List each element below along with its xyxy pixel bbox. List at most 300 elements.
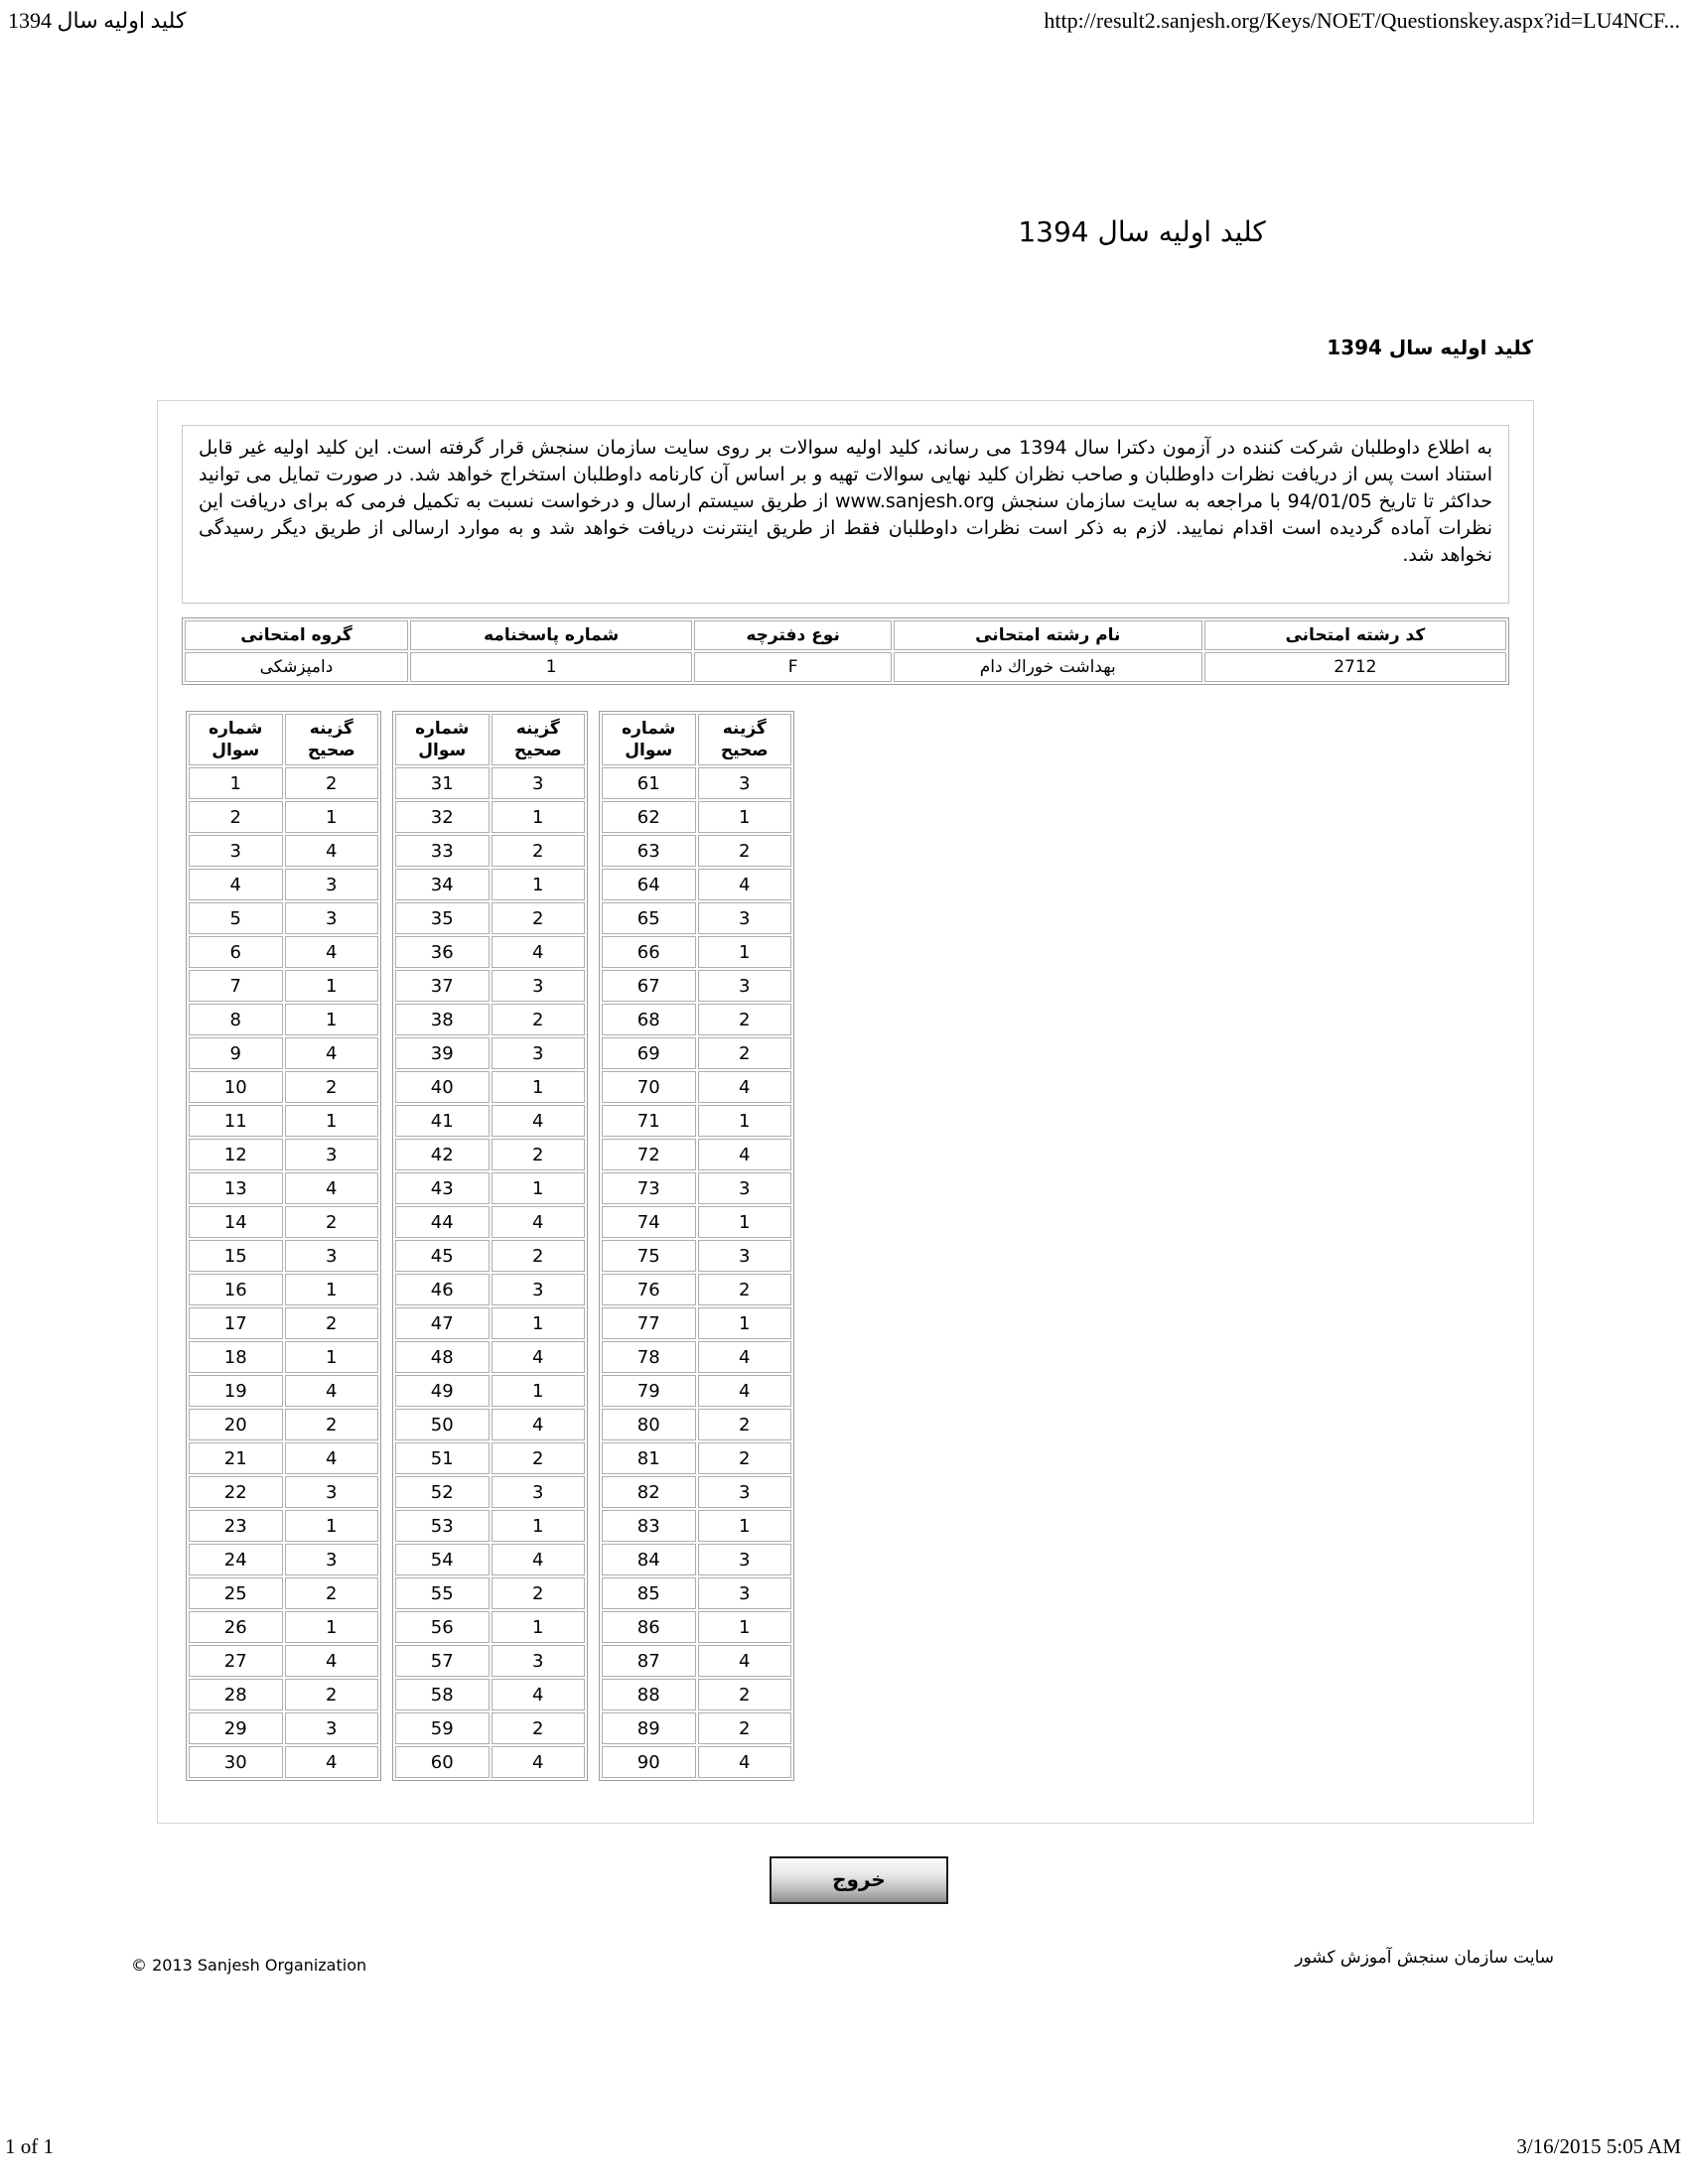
correct-option: 4 bbox=[698, 1375, 792, 1407]
answer-row bbox=[395, 1577, 585, 1609]
question-number: 80 bbox=[602, 1409, 696, 1440]
answer-row bbox=[395, 801, 585, 833]
answer-row bbox=[602, 1307, 791, 1339]
question-number: 18 bbox=[189, 1341, 283, 1373]
question-number: 17 bbox=[189, 1307, 283, 1339]
correct-option: 1 bbox=[698, 1105, 792, 1137]
correct-option: 1 bbox=[492, 869, 586, 900]
question-number: 83 bbox=[602, 1510, 696, 1542]
question-number: 86 bbox=[602, 1611, 696, 1643]
answer-row bbox=[189, 1544, 378, 1575]
correct-option: 1 bbox=[285, 970, 379, 1002]
correct-option: 3 bbox=[698, 970, 792, 1002]
answer-row bbox=[602, 1240, 791, 1272]
answer-row bbox=[395, 1476, 585, 1508]
question-number: 36 bbox=[395, 936, 490, 968]
question-number: 22 bbox=[189, 1476, 283, 1508]
answer-row bbox=[395, 767, 585, 799]
answer-row bbox=[189, 1712, 378, 1744]
question-number: 49 bbox=[395, 1375, 490, 1407]
correct-option: 2 bbox=[492, 1442, 586, 1474]
correct-option: 1 bbox=[285, 1611, 379, 1643]
answer-row bbox=[602, 1442, 791, 1474]
question-number: 20 bbox=[189, 1409, 283, 1440]
answer-row bbox=[395, 1240, 585, 1272]
correct-option: 1 bbox=[285, 1510, 379, 1542]
question-number: 10 bbox=[189, 1071, 283, 1103]
answer-row bbox=[395, 970, 585, 1002]
question-number: 24 bbox=[189, 1544, 283, 1575]
answer-row bbox=[395, 1442, 585, 1474]
question-number-header: شماره سوال bbox=[602, 714, 696, 765]
print-header-title: کلید اولیه سال 1394 bbox=[8, 8, 187, 33]
question-number: 66 bbox=[602, 936, 696, 968]
correct-option: 4 bbox=[492, 1341, 586, 1373]
answer-row bbox=[602, 1679, 791, 1710]
answer-row bbox=[395, 936, 585, 968]
answer-row bbox=[189, 1206, 378, 1238]
question-number: 31 bbox=[395, 767, 490, 799]
question-number: 71 bbox=[602, 1105, 696, 1137]
correct-option: 3 bbox=[698, 767, 792, 799]
answer-row bbox=[395, 1037, 585, 1069]
correct-option: 2 bbox=[698, 1409, 792, 1440]
question-number: 77 bbox=[602, 1307, 696, 1339]
question-number: 33 bbox=[395, 835, 490, 867]
correct-option: 4 bbox=[492, 1409, 586, 1440]
page-title: کلید اولیه سال 1394 bbox=[1018, 215, 1266, 248]
answer-row bbox=[395, 1645, 585, 1677]
answer-row bbox=[189, 1679, 378, 1710]
answer-row bbox=[395, 835, 585, 867]
question-number: 27 bbox=[189, 1645, 283, 1677]
exam-info-table bbox=[182, 617, 1509, 685]
correct-option: 2 bbox=[492, 1139, 586, 1170]
question-number: 53 bbox=[395, 1510, 490, 1542]
section-title: کلید اولیه سال 1394 bbox=[1327, 336, 1533, 359]
correct-option: 1 bbox=[492, 1510, 586, 1542]
exam-info-col-booklet-type: نوع دفترچه bbox=[694, 620, 891, 650]
correct-option: 4 bbox=[698, 1746, 792, 1778]
correct-option: 3 bbox=[492, 970, 586, 1002]
exam-info-val-answersheet-no: 1 bbox=[410, 652, 692, 682]
correct-option: 3 bbox=[698, 1172, 792, 1204]
correct-option: 2 bbox=[698, 835, 792, 867]
question-number: 73 bbox=[602, 1172, 696, 1204]
answer-row bbox=[189, 869, 378, 900]
answer-row bbox=[189, 1341, 378, 1373]
answer-row bbox=[602, 869, 791, 900]
question-number: 75 bbox=[602, 1240, 696, 1272]
answer-row bbox=[602, 970, 791, 1002]
question-number: 19 bbox=[189, 1375, 283, 1407]
answer-row bbox=[602, 1172, 791, 1204]
exam-info-val-exam-code: 2712 bbox=[1204, 652, 1506, 682]
correct-option: 4 bbox=[698, 1341, 792, 1373]
question-number: 55 bbox=[395, 1577, 490, 1609]
correct-option: 1 bbox=[492, 1611, 586, 1643]
question-number: 41 bbox=[395, 1105, 490, 1137]
correct-option: 3 bbox=[492, 1476, 586, 1508]
question-number: 15 bbox=[189, 1240, 283, 1272]
answer-row bbox=[395, 1611, 585, 1643]
question-number: 69 bbox=[602, 1037, 696, 1069]
question-number: 26 bbox=[189, 1611, 283, 1643]
content-panel bbox=[157, 400, 1534, 1824]
correct-option: 1 bbox=[285, 1004, 379, 1035]
notice-box: به اطلاع داوطلبان شرکت کننده در آزمون دکترا سال 1394 می رساند، کلید اولیه سوالات بر روی سایت سازمان سنجش قرار گرفته است. این کلید اولیه غیر قابل استناد است پس از دریافت نظرات داوطلبان و صاحب نظران کلید نهایی سوالات تهیه و بر اساس آن کارنامه داوطلبان استخراج خواهد شد. در صورت تمایل می توانید حداکثر تا تاریخ 94/01/05 با مراجعه به سایت سازمان سنجش www.sanjesh.org از طریق سیستم ارسال و درخواست نسبت به تکمیل فرمی که برای دریافت این نظرات آماده گردیده است اقدام نمایید. لازم به ذکر است نظرات داوطلبان فقط از طریق اینترنت دریافت خواهد شد و به موارد ارسالی از طریق دیگر رسیدگی نخواهد شد. bbox=[182, 425, 1509, 604]
question-number: 29 bbox=[189, 1712, 283, 1744]
question-number: 59 bbox=[395, 1712, 490, 1744]
answer-row bbox=[395, 1375, 585, 1407]
correct-option: 2 bbox=[285, 1409, 379, 1440]
answer-row bbox=[189, 1611, 378, 1643]
answer-row bbox=[189, 1037, 378, 1069]
question-number: 63 bbox=[602, 835, 696, 867]
correct-option: 2 bbox=[492, 1712, 586, 1744]
answer-row bbox=[189, 835, 378, 867]
answer-key-table-61 bbox=[599, 711, 794, 1781]
correct-option: 2 bbox=[698, 1037, 792, 1069]
question-number: 44 bbox=[395, 1206, 490, 1238]
answer-row bbox=[602, 1611, 791, 1643]
answer-row bbox=[189, 1746, 378, 1778]
correct-option-header: گزینه صحیح bbox=[492, 714, 586, 765]
correct-option: 1 bbox=[492, 801, 586, 833]
correct-option: 4 bbox=[285, 936, 379, 968]
question-number: 30 bbox=[189, 1746, 283, 1778]
answer-row bbox=[602, 936, 791, 968]
correct-option: 2 bbox=[698, 1274, 792, 1305]
footer-site-name: سایت سازمان سنجش آموزش کشور bbox=[1295, 1948, 1554, 1968]
correct-option: 2 bbox=[698, 1679, 792, 1710]
question-number: 56 bbox=[395, 1611, 490, 1643]
correct-option: 4 bbox=[492, 1746, 586, 1778]
answer-row bbox=[395, 1544, 585, 1575]
question-number: 7 bbox=[189, 970, 283, 1002]
answer-key-table-1 bbox=[186, 711, 381, 1781]
question-number: 76 bbox=[602, 1274, 696, 1305]
answer-row bbox=[602, 1510, 791, 1542]
correct-option: 2 bbox=[492, 835, 586, 867]
answer-row bbox=[602, 801, 791, 833]
answer-row bbox=[189, 1375, 378, 1407]
answer-key-table-31 bbox=[392, 711, 588, 1781]
correct-option: 3 bbox=[285, 902, 379, 934]
question-number: 8 bbox=[189, 1004, 283, 1035]
question-number: 64 bbox=[602, 869, 696, 900]
correct-option: 3 bbox=[492, 1037, 586, 1069]
answer-row bbox=[189, 801, 378, 833]
correct-option: 1 bbox=[698, 1611, 792, 1643]
footer-copyright: © 2013 Sanjesh Organization bbox=[131, 1956, 367, 1975]
question-number: 89 bbox=[602, 1712, 696, 1744]
correct-option: 4 bbox=[698, 1645, 792, 1677]
correct-option: 2 bbox=[285, 1071, 379, 1103]
answer-row bbox=[189, 1240, 378, 1272]
answer-row bbox=[395, 902, 585, 934]
correct-option: 1 bbox=[492, 1071, 586, 1103]
correct-option: 4 bbox=[285, 835, 379, 867]
correct-option: 2 bbox=[492, 1240, 586, 1272]
correct-option: 3 bbox=[698, 1544, 792, 1575]
question-number: 28 bbox=[189, 1679, 283, 1710]
correct-option: 3 bbox=[698, 1476, 792, 1508]
question-number: 46 bbox=[395, 1274, 490, 1305]
correct-option: 1 bbox=[285, 1341, 379, 1373]
correct-option: 3 bbox=[698, 902, 792, 934]
answer-row bbox=[602, 1139, 791, 1170]
question-number: 1 bbox=[189, 767, 283, 799]
answer-row bbox=[395, 1510, 585, 1542]
answer-row bbox=[395, 1307, 585, 1339]
answer-row bbox=[602, 1375, 791, 1407]
answer-row bbox=[395, 1004, 585, 1035]
correct-option: 2 bbox=[492, 1004, 586, 1035]
correct-option: 2 bbox=[698, 1442, 792, 1474]
answer-row bbox=[395, 1274, 585, 1305]
exam-info-col-exam-group: گروه امتحانی bbox=[185, 620, 408, 650]
answer-row bbox=[189, 1645, 378, 1677]
correct-option: 4 bbox=[285, 1037, 379, 1069]
correct-option: 1 bbox=[698, 1510, 792, 1542]
print-footer-timestamp: 3/16/2015 5:05 AM bbox=[1516, 2134, 1681, 2158]
exam-info-header-row bbox=[185, 620, 1506, 650]
correct-option: 4 bbox=[492, 1206, 586, 1238]
correct-option: 1 bbox=[698, 936, 792, 968]
answer-key-header-row bbox=[602, 714, 791, 765]
correct-option: 3 bbox=[492, 1274, 586, 1305]
correct-option: 4 bbox=[285, 1442, 379, 1474]
answer-row bbox=[602, 1341, 791, 1373]
correct-option: 2 bbox=[492, 902, 586, 934]
question-number: 23 bbox=[189, 1510, 283, 1542]
answer-row bbox=[395, 1071, 585, 1103]
correct-option: 3 bbox=[285, 1476, 379, 1508]
exit-button[interactable]: خروج bbox=[770, 1856, 948, 1904]
correct-option: 4 bbox=[492, 1105, 586, 1137]
answer-row bbox=[189, 1172, 378, 1204]
question-number: 42 bbox=[395, 1139, 490, 1170]
answer-key-header-row bbox=[395, 714, 585, 765]
exam-info-val-exam-group: دامپزشکی bbox=[185, 652, 408, 682]
answer-row bbox=[189, 1274, 378, 1305]
question-number: 6 bbox=[189, 936, 283, 968]
correct-option: 4 bbox=[285, 1172, 379, 1204]
question-number: 88 bbox=[602, 1679, 696, 1710]
correct-option: 1 bbox=[698, 1206, 792, 1238]
correct-option: 2 bbox=[285, 1679, 379, 1710]
question-number: 52 bbox=[395, 1476, 490, 1508]
answer-row bbox=[602, 1577, 791, 1609]
print-footer-page: 1 of 1 bbox=[5, 2134, 54, 2158]
answer-row bbox=[602, 1712, 791, 1744]
correct-option: 1 bbox=[285, 1274, 379, 1305]
correct-option: 1 bbox=[698, 1307, 792, 1339]
answer-row bbox=[602, 1476, 791, 1508]
question-number: 50 bbox=[395, 1409, 490, 1440]
question-number: 38 bbox=[395, 1004, 490, 1035]
correct-option: 2 bbox=[285, 767, 379, 799]
question-number: 78 bbox=[602, 1341, 696, 1373]
correct-option: 3 bbox=[698, 1577, 792, 1609]
question-number: 58 bbox=[395, 1679, 490, 1710]
question-number: 90 bbox=[602, 1746, 696, 1778]
question-number: 72 bbox=[602, 1139, 696, 1170]
correct-option: 2 bbox=[285, 1206, 379, 1238]
correct-option: 1 bbox=[698, 801, 792, 833]
question-number: 9 bbox=[189, 1037, 283, 1069]
answer-row bbox=[189, 1442, 378, 1474]
correct-option: 4 bbox=[698, 1139, 792, 1170]
answer-row bbox=[602, 1071, 791, 1103]
question-number: 34 bbox=[395, 869, 490, 900]
correct-option: 4 bbox=[492, 936, 586, 968]
answer-row bbox=[395, 1409, 585, 1440]
answer-row bbox=[189, 1307, 378, 1339]
exam-info-val-booklet-type: F bbox=[694, 652, 891, 682]
answer-row bbox=[189, 767, 378, 799]
question-number: 21 bbox=[189, 1442, 283, 1474]
question-number: 4 bbox=[189, 869, 283, 900]
correct-option: 4 bbox=[492, 1679, 586, 1710]
correct-option: 4 bbox=[285, 1645, 379, 1677]
correct-option: 1 bbox=[492, 1172, 586, 1204]
correct-option: 2 bbox=[492, 1577, 586, 1609]
question-number: 47 bbox=[395, 1307, 490, 1339]
question-number: 12 bbox=[189, 1139, 283, 1170]
correct-option: 1 bbox=[492, 1375, 586, 1407]
answer-row bbox=[602, 1206, 791, 1238]
question-number: 60 bbox=[395, 1746, 490, 1778]
answer-row bbox=[189, 1577, 378, 1609]
answer-row bbox=[602, 1274, 791, 1305]
answer-row bbox=[189, 1476, 378, 1508]
answer-row bbox=[395, 1341, 585, 1373]
question-number: 2 bbox=[189, 801, 283, 833]
exam-info-col-exam-code: کد رشته امتحانی bbox=[1204, 620, 1506, 650]
question-number: 61 bbox=[602, 767, 696, 799]
answer-row bbox=[395, 1746, 585, 1778]
print-header-url: http://result2.sanjesh.org/Keys/NOET/Questionskey.aspx?id=LU4NCF... bbox=[1044, 8, 1680, 33]
answer-row bbox=[395, 1679, 585, 1710]
correct-option: 3 bbox=[285, 1712, 379, 1744]
question-number: 81 bbox=[602, 1442, 696, 1474]
answer-row bbox=[189, 1139, 378, 1170]
correct-option-header: گزینه صحیح bbox=[285, 714, 379, 765]
question-number: 54 bbox=[395, 1544, 490, 1575]
exam-info-value-row bbox=[185, 652, 1506, 682]
correct-option: 4 bbox=[285, 1746, 379, 1778]
correct-option: 2 bbox=[285, 1577, 379, 1609]
correct-option: 3 bbox=[492, 1645, 586, 1677]
question-number: 11 bbox=[189, 1105, 283, 1137]
question-number: 45 bbox=[395, 1240, 490, 1272]
correct-option: 3 bbox=[285, 1544, 379, 1575]
answer-row bbox=[602, 1004, 791, 1035]
question-number: 79 bbox=[602, 1375, 696, 1407]
question-number: 84 bbox=[602, 1544, 696, 1575]
question-number: 51 bbox=[395, 1442, 490, 1474]
question-number: 62 bbox=[602, 801, 696, 833]
correct-option: 2 bbox=[698, 1712, 792, 1744]
question-number: 16 bbox=[189, 1274, 283, 1305]
answer-row bbox=[189, 1071, 378, 1103]
answer-row bbox=[395, 1206, 585, 1238]
answer-row bbox=[602, 1105, 791, 1137]
correct-option: 4 bbox=[492, 1544, 586, 1575]
answer-row bbox=[602, 902, 791, 934]
answer-row bbox=[189, 1105, 378, 1137]
answer-row bbox=[602, 1409, 791, 1440]
answer-row bbox=[189, 970, 378, 1002]
question-number: 25 bbox=[189, 1577, 283, 1609]
answer-row bbox=[395, 1139, 585, 1170]
answer-row bbox=[395, 1172, 585, 1204]
question-number: 74 bbox=[602, 1206, 696, 1238]
question-number: 57 bbox=[395, 1645, 490, 1677]
correct-option: 1 bbox=[285, 1105, 379, 1137]
correct-option: 3 bbox=[492, 767, 586, 799]
question-number: 37 bbox=[395, 970, 490, 1002]
question-number: 48 bbox=[395, 1341, 490, 1373]
answer-row bbox=[189, 1409, 378, 1440]
question-number: 5 bbox=[189, 902, 283, 934]
exam-info-col-exam-name: نام رشته امتحانی bbox=[894, 620, 1202, 650]
correct-option: 2 bbox=[698, 1004, 792, 1035]
answer-row bbox=[602, 1037, 791, 1069]
correct-option: 1 bbox=[492, 1307, 586, 1339]
answer-tables bbox=[186, 711, 1533, 1781]
question-number: 32 bbox=[395, 801, 490, 833]
answer-row bbox=[602, 1645, 791, 1677]
answer-row bbox=[602, 1746, 791, 1778]
correct-option: 3 bbox=[698, 1240, 792, 1272]
question-number: 68 bbox=[602, 1004, 696, 1035]
question-number-header: شماره سوال bbox=[395, 714, 490, 765]
question-number: 67 bbox=[602, 970, 696, 1002]
question-number: 70 bbox=[602, 1071, 696, 1103]
question-number: 82 bbox=[602, 1476, 696, 1508]
question-number: 14 bbox=[189, 1206, 283, 1238]
answer-row bbox=[395, 869, 585, 900]
question-number: 40 bbox=[395, 1071, 490, 1103]
correct-option: 1 bbox=[285, 801, 379, 833]
answer-row bbox=[189, 1004, 378, 1035]
correct-option: 4 bbox=[698, 1071, 792, 1103]
question-number-header: شماره سوال bbox=[189, 714, 283, 765]
answer-row bbox=[189, 936, 378, 968]
answer-row bbox=[395, 1712, 585, 1744]
question-number: 35 bbox=[395, 902, 490, 934]
correct-option: 3 bbox=[285, 1139, 379, 1170]
correct-option-header: گزینه صحیح bbox=[698, 714, 792, 765]
question-number: 87 bbox=[602, 1645, 696, 1677]
question-number: 85 bbox=[602, 1577, 696, 1609]
correct-option: 3 bbox=[285, 869, 379, 900]
question-number: 13 bbox=[189, 1172, 283, 1204]
correct-option: 4 bbox=[285, 1375, 379, 1407]
question-number: 39 bbox=[395, 1037, 490, 1069]
answer-row bbox=[189, 902, 378, 934]
answer-row bbox=[602, 835, 791, 867]
exam-info-val-exam-name: بهداشت خوراك دام bbox=[894, 652, 1202, 682]
answer-row bbox=[189, 1510, 378, 1542]
correct-option: 3 bbox=[285, 1240, 379, 1272]
answer-row bbox=[395, 1105, 585, 1137]
answer-key-header-row bbox=[189, 714, 378, 765]
question-number: 65 bbox=[602, 902, 696, 934]
